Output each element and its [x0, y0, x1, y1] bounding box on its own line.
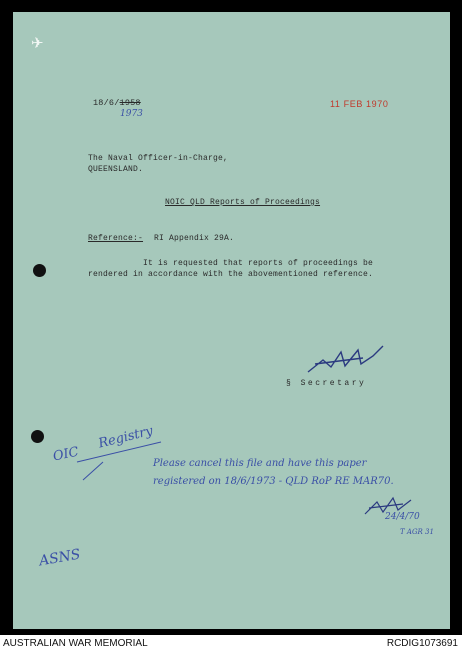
annotation-note-line-2: registered on 18/6/1973 - QLD RoP RE MAR70.	[153, 476, 394, 487]
punch-hole-top	[33, 264, 46, 277]
document-page	[13, 12, 450, 629]
reference-value: RI Appendix 29A.	[154, 234, 235, 243]
body-line-1: It is requested that reports of proceedings be	[143, 259, 374, 268]
annotation-arrow	[73, 432, 163, 482]
subject-heading: NOIC QLD Reports of Proceedings	[165, 198, 321, 207]
received-date-stamp: 11 FEB 1970	[330, 99, 389, 109]
annotation-oic: OIC	[51, 444, 81, 465]
document-date	[93, 98, 141, 108]
annotation-asns: ASNS	[37, 546, 82, 570]
annotation-initials: T AGR 31	[400, 528, 434, 536]
footer-bar	[0, 635, 462, 653]
addressee-line-2: QUEENSLAND.	[88, 165, 144, 174]
punch-hole-bottom	[31, 430, 44, 443]
date-typed: 18/6/	[93, 98, 120, 108]
addressee-line-1: The Naval Officer-in-Charge,	[88, 154, 229, 163]
signature-closing: § Secretary	[286, 379, 367, 388]
annotation-date: 24/4/70	[385, 512, 420, 522]
body-line-2: rendered in accordance with the abovementioned reference.	[88, 270, 374, 279]
annotation-note-line-1: Please cancel this file and have this paper	[153, 458, 367, 469]
reference-line	[88, 234, 234, 243]
reference-label: Reference:-	[88, 234, 144, 243]
date-year-handwritten: 1973	[120, 109, 143, 119]
footer-source: AUSTRALIAN WAR MEMORIAL	[3, 638, 148, 649]
annotation-registry: Registry	[97, 423, 155, 452]
corner-mark: ✈	[31, 34, 44, 52]
date-year-struck: 1958	[119, 98, 141, 108]
footer-record-id: RCDIG1073691	[386, 638, 458, 649]
signature-scribble	[303, 342, 393, 382]
